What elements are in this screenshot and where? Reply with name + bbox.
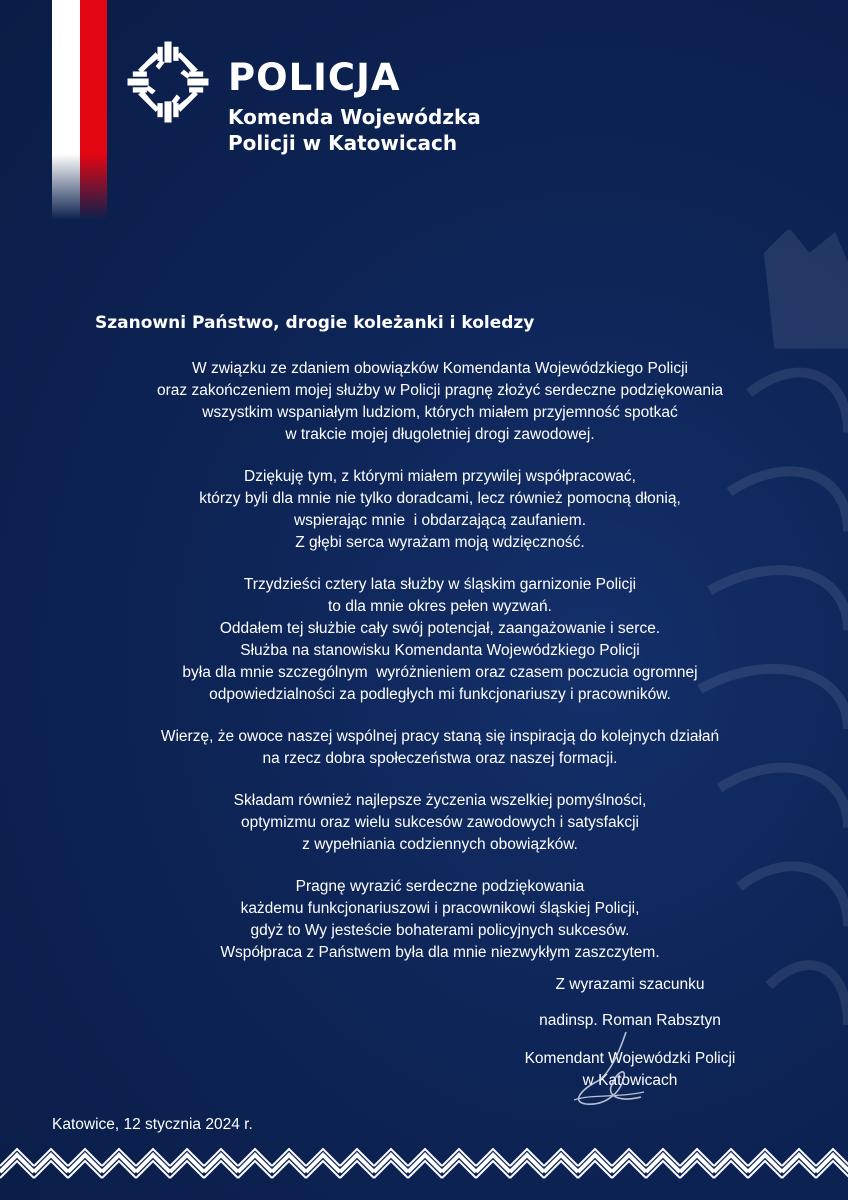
closing-phrase: Z wyrazami szacunku (555, 976, 705, 993)
letter-line: odpowiedzialności za podległych mi funkcjonariuszy i pracowników. (209, 686, 671, 703)
letter-line: każdemu funkcjonariuszowi i pracownikowi śląskiej Policji, (240, 900, 640, 917)
letter-line: gdyż to Wy jesteście bohaterami policyjnych sukcesów. (250, 922, 630, 939)
organization-name: POLICJA (228, 56, 401, 99)
letter-paragraph (0, 574, 848, 706)
letter-line: Dziękuję tym, z którymi miałem przywilej współpracować, (244, 468, 636, 485)
letter-line: którzy byli dla mnie nie tylko doradcami, lecz również pomocną dłonią, (199, 490, 681, 507)
letter-line: Trzydzieści cztery lata służby w śląskim garnizonie Policji (243, 576, 637, 593)
letter-line: to dla mnie okres pełen wyzwań. (327, 598, 552, 615)
unit-name-line1: Komenda Wojewódzka (228, 105, 481, 129)
letter-line: wszystkim wspaniałym ludziom, których miałem przyjemność spotkać (202, 404, 678, 421)
letter-line: W związku ze zdaniem obowiązków Komendanta Wojewódzkiego Policji (192, 360, 688, 377)
letter-paragraph (0, 726, 848, 770)
flag-red-stripe (80, 0, 107, 220)
letter-date: Katowice, 12 stycznia 2024 r. (52, 1116, 253, 1133)
letter-line: optymizmu oraz wielu sukcesów zawodowych i satysfakcji (241, 814, 639, 831)
letter-line: na rzecz dobra społeczeństwa oraz naszej formacji. (262, 750, 618, 767)
letter-line: Składam również najlepsze życzenia wszelkiej pomyślności, (233, 792, 647, 809)
police-star-icon (124, 38, 212, 126)
letter-line: Pragnę wyrazić serdeczne podziękowania (295, 878, 585, 895)
letter-paragraph (0, 790, 848, 856)
letter-line: była dla mnie szczególnym wyróżnieniem oraz czasem poczucia ogromnej (182, 664, 698, 681)
letter-paragraph (0, 876, 848, 964)
letter-line: Z głębi serca wyrażam moją wdzięczność. (295, 534, 585, 551)
letter-line: Służba na stanowisku Komendanta Wojewódzkiego Policji (240, 642, 640, 659)
letter-line: z wypełniania codziennych obowiązków. (302, 836, 578, 853)
letter-line: Oddałem tej służbie cały swój potencjał, zaangażowanie i serce. (219, 620, 661, 637)
signatory-title-line1: Komendant Wojewódzki Policji (524, 1050, 736, 1067)
unit-name-line2: Policji w Katowicach (228, 131, 458, 155)
letter-line: Współpraca z Państwem była dla mnie niezwykłym zaszczytem. (220, 944, 660, 961)
letter-line: wspierając mnie i obdarzającą zaufaniem. (293, 512, 587, 529)
letter-greeting: Szanowni Państwo, drogie koleżanki i koledzy (95, 313, 535, 333)
signatory-name: nadinsp. Roman Rabsztyn (539, 1012, 721, 1029)
letter-body (0, 358, 848, 984)
decorative-zigzag-border (0, 1146, 848, 1180)
signatory-title-line2: w Katowicach (582, 1072, 678, 1089)
flag-white-stripe (52, 0, 80, 220)
letter-line: w trakcie mojej długoletniej drogi zawodowej. (285, 426, 595, 443)
letter-paragraph (0, 358, 848, 446)
letter-paragraph (0, 466, 848, 554)
letter-line: Wierzę, że owoce naszej wspólnej pracy staną się inspiracją do kolejnych działań (160, 728, 720, 745)
handwritten-signature (566, 1022, 646, 1112)
letter-line: oraz zakończeniem mojej służby w Policji pragnę złożyć serdeczne podziękowania (156, 382, 724, 399)
brand-block (228, 58, 481, 156)
